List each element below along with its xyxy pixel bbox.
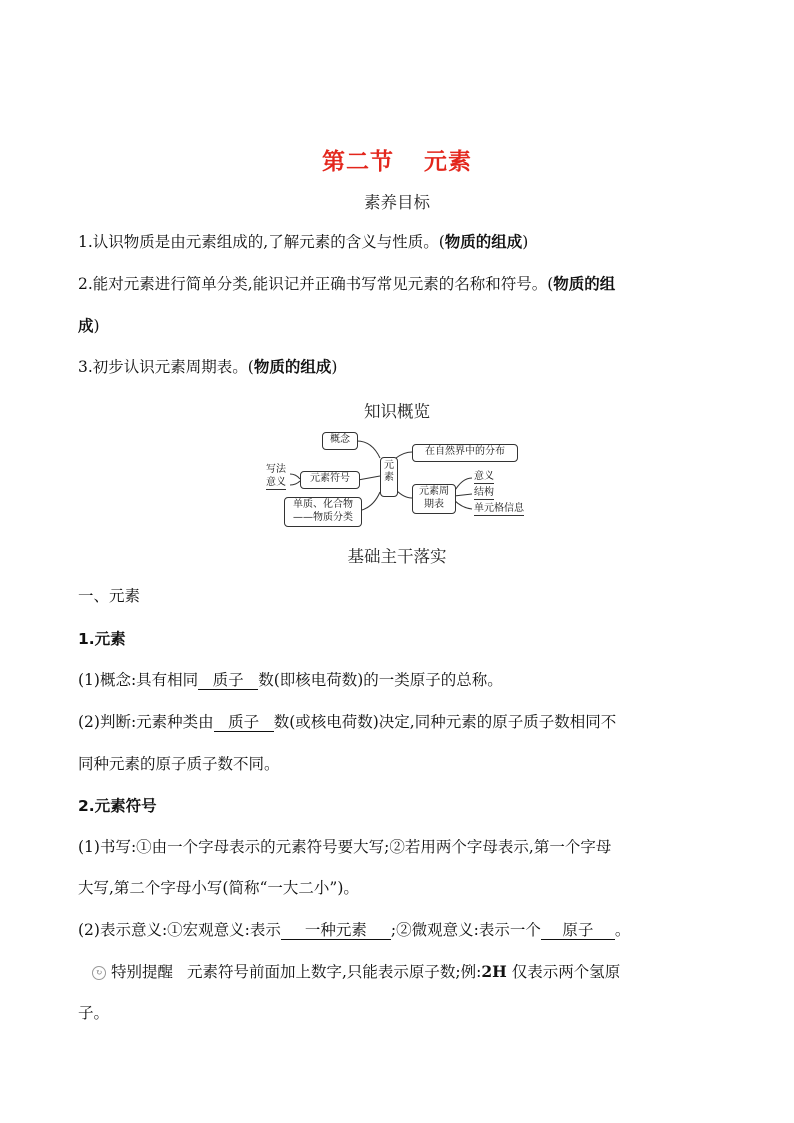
mm-periodic-table: 元素周 期表 [412,484,456,514]
blank-proton-1: 质子 [198,671,258,690]
blank-atom: 原子 [541,921,615,940]
mm-nature: 在自然界中的分布 [412,444,518,462]
title-part2: 元素 [424,149,472,175]
blank-one-element: 一种元素 [281,921,391,940]
mm-center: 元素 [380,457,398,497]
connector-symbol [358,476,380,480]
tip-cont: 子。 [78,1004,110,1022]
mm-t-meaning: 意义 [474,471,494,482]
goal-2-cont: 成) [78,316,100,335]
goal-1: 1.认识物质是由元素组成的,了解元素的含义与性质。(物质的组成) [78,232,529,251]
goals-heading: 素养目标 [364,193,430,212]
connector-nature [396,452,412,458]
goal-3: 3.初步认识元素周期表。(物质的组成) [78,357,338,376]
para-writing: (1)书写:①由一个字母表示的元素符号要大写;②若用两个字母表示,第一个字母 [78,838,612,856]
connector-table [396,490,412,498]
sub-heading-1: 1.元素 [78,630,126,648]
connector-writing [290,474,300,479]
mm-concept: 概念 [322,432,358,450]
para-judge-cont: 同种元素的原子质子数不同。 [78,755,280,773]
goal-2: 2.能对元素进行简单分类,能识记并正确书写常见元素的名称和符号。(物质的组 [78,274,616,293]
mm-symbol: 元素符号 [300,471,360,489]
title-part1: 第二节 [322,149,394,175]
connector-concept [357,441,380,458]
para-meaning: (2)表示意义:①宏观意义:表示 一种元素 ;②微观意义:表示一个 原子 。 [78,921,631,939]
mm-writing: 写法 [266,464,286,475]
basics-heading: 基础主干落实 [347,547,447,566]
para-judge: (2)判断:元素种类由 质子 数(或核电荷数)决定,同种元素的原子质子数相同不 [78,713,617,731]
mm-t-structure: 结构 [474,487,494,498]
connector-meaning [290,481,300,485]
connector-t-meaning [454,478,472,492]
blank-proton-2: 质子 [214,713,274,732]
para-writing-cont: 大写,第二个字母小写(简称“一大二小”)。 [78,879,359,897]
connector-t-structure [454,494,472,496]
section-1-heading: 一、元素 [78,587,141,605]
tip-icon: ↻ [92,966,106,980]
mm-t-cell: 单元格信息 [474,503,524,514]
tip: ↻ 特别提醒 元素符号前面加上数字,只能表示原子数;例:2H 仅表示两个氢原 [92,961,734,983]
para-concept: (1)概念:具有相同 质子 数(即核电荷数)的一类原子的总称。 [78,671,503,689]
connector-class [362,492,380,510]
tip-label: 特别提醒 [110,963,173,981]
overview-heading: 知识概览 [364,402,430,421]
sub-heading-2: 2.元素符号 [78,797,157,815]
mm-classification: 单质、化合物 ——物质分类 [284,497,362,527]
connector-t-cell [454,500,472,509]
mm-meaning: 意义 [266,477,286,488]
